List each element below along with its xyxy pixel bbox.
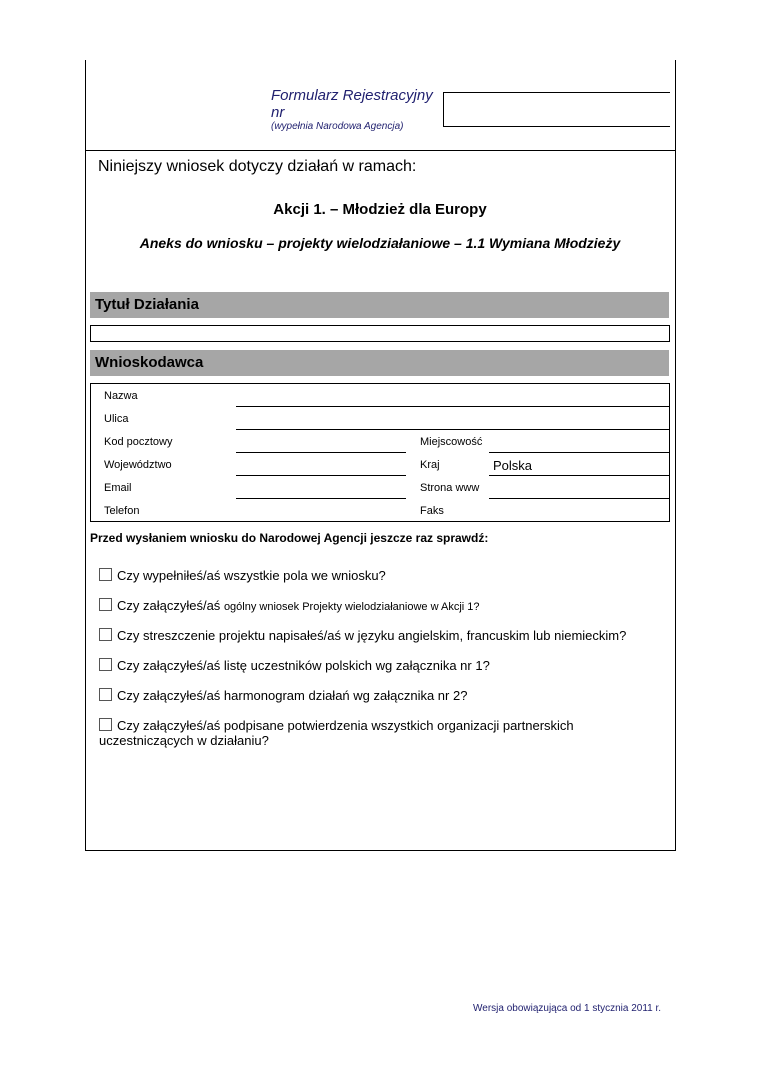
annex-title: Aneks do wniosku – projekty wielodziałaniowe – 1.1 Wymiana Młodzieży — [139, 235, 621, 251]
checklist-item: Czy załączyłeś/aś harmonogram działań wg załącznika nr 2? — [99, 688, 669, 703]
checkbox[interactable] — [99, 688, 112, 701]
phone-label: Telefon — [104, 505, 140, 517]
city-label: Miejscowość — [420, 436, 483, 448]
postal-code-label: Kod pocztowy — [104, 436, 173, 448]
www-field[interactable] — [489, 498, 670, 499]
country-field[interactable] — [489, 475, 670, 476]
checklist-heading: Przed wysłaniem wniosku do Narodowej Agencji jeszcze raz sprawdź: — [90, 531, 489, 545]
region-field[interactable] — [236, 475, 406, 476]
header-divider — [85, 150, 675, 151]
checklist-item: Czy załączyłeś/aś podpisane potwierdzenia wszystkich organizacji partnerskich uczestniczących w działaniu? — [99, 718, 574, 748]
checklist-item: Czy wypełniłeś/aś wszystkie pola we wniosku? — [99, 568, 669, 583]
country-label: Kraj — [420, 459, 440, 471]
applicant-section-heading: Wnioskodawca — [90, 350, 669, 376]
country-value[interactable]: Polska — [493, 458, 533, 473]
registration-number-field[interactable] — [443, 92, 670, 127]
www-label: Strona www — [420, 482, 480, 494]
email-label: Email — [104, 482, 132, 494]
street-label: Ulica — [104, 413, 129, 425]
action-title: Akcji 1. – Młodzież dla Europy — [273, 201, 487, 218]
checkbox[interactable] — [99, 598, 112, 611]
checkbox[interactable] — [99, 628, 112, 641]
city-field[interactable] — [489, 452, 670, 453]
name-label: Nazwa — [104, 390, 138, 402]
name-field[interactable] — [236, 406, 670, 407]
checklist-item: Czy załączyłeś/aś ogólny wniosek Projekty wielodziałaniowe w Akcji 1? — [99, 598, 669, 615]
postal-code-field[interactable] — [236, 452, 406, 453]
form-note: (wypełnia Narodowa Agencja) — [271, 121, 404, 132]
street-field[interactable] — [236, 429, 670, 430]
checkbox[interactable] — [99, 718, 112, 731]
action-title-field[interactable] — [90, 325, 670, 342]
checkbox[interactable] — [99, 568, 112, 581]
region-label: Województwo — [104, 459, 172, 471]
form-title: Formularz Rejestracyjny nr — [271, 87, 433, 121]
fax-label: Faks — [420, 505, 444, 517]
email-field[interactable] — [236, 498, 406, 499]
title-section-heading: Tytuł Działania — [90, 292, 669, 318]
checklist-item: Czy załączyłeś/aś listę uczestników polskich wg załącznika nr 1? — [99, 658, 669, 673]
intro-text: Niniejszy wniosek dotyczy działań w ramach: — [98, 158, 417, 175]
checkbox[interactable] — [99, 658, 112, 671]
version-footer: Wersja obowiązująca od 1 stycznia 2011 r. — [473, 1003, 662, 1014]
checklist-item: Czy streszczenie projektu napisałeś/aś w języku angielskim, francuskim lub niemieckim? — [99, 628, 669, 643]
